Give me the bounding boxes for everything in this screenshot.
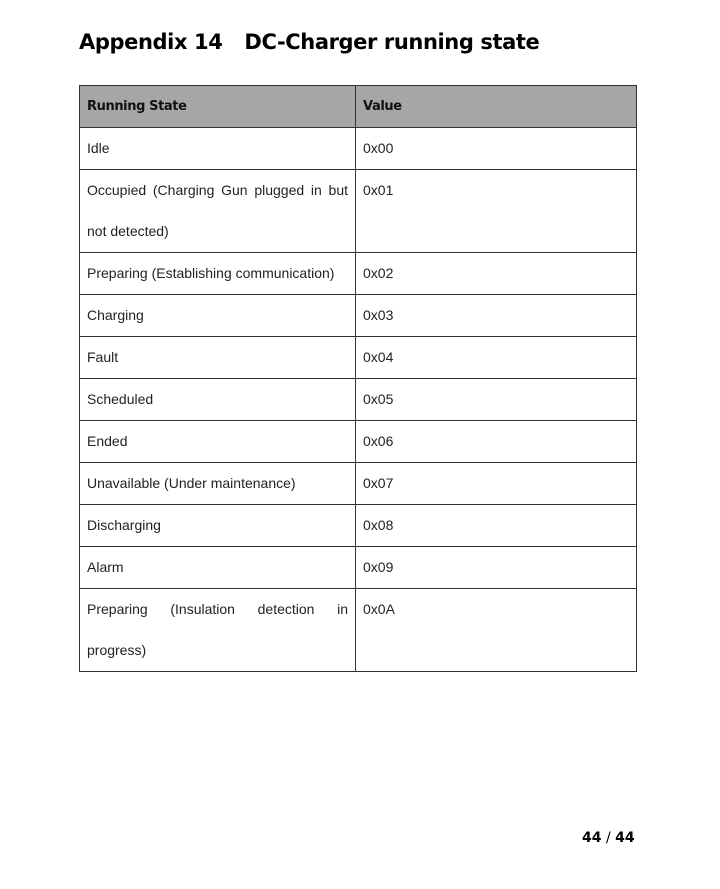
- current-page: 44: [582, 830, 602, 846]
- running-state-cell: Ended: [80, 421, 356, 463]
- running-state-cell: Preparing (Insulation detection in progress): [80, 589, 356, 672]
- value-cell: 0x08: [356, 505, 637, 547]
- value-cell: 0x04: [356, 337, 637, 379]
- table-row: [80, 253, 637, 295]
- table-row: [80, 379, 637, 421]
- value-cell: 0x0A: [356, 589, 637, 672]
- appendix-title: DC-Charger running state: [244, 30, 540, 54]
- value-cell: 0x00: [356, 128, 637, 170]
- running-state-cell: Alarm: [80, 547, 356, 589]
- running-state-cell: Discharging: [80, 505, 356, 547]
- running-state-cell: Fault: [80, 337, 356, 379]
- table-row: [80, 170, 637, 253]
- table-row: [80, 337, 637, 379]
- page-separator: /: [605, 830, 611, 846]
- appendix-number: Appendix 14: [79, 30, 223, 54]
- value-cell: 0x06: [356, 421, 637, 463]
- running-state-table: [79, 85, 637, 672]
- table-row: [80, 547, 637, 589]
- running-state-cell: Preparing (Establishing communication): [80, 253, 356, 295]
- table-row: [80, 295, 637, 337]
- column-header-running-state: Running State: [80, 86, 356, 128]
- table-row: [80, 505, 637, 547]
- table-row: [80, 128, 637, 170]
- running-state-cell: Charging: [80, 295, 356, 337]
- page-number: [582, 830, 635, 846]
- column-header-value: Value: [356, 86, 637, 128]
- value-cell: 0x07: [356, 463, 637, 505]
- total-pages: 44: [615, 830, 635, 846]
- value-cell: 0x05: [356, 379, 637, 421]
- table-row: [80, 421, 637, 463]
- table-row: [80, 463, 637, 505]
- value-cell: 0x09: [356, 547, 637, 589]
- running-state-cell: Scheduled: [80, 379, 356, 421]
- table-row: [80, 589, 637, 672]
- value-cell: 0x03: [356, 295, 637, 337]
- running-state-cell: Idle: [80, 128, 356, 170]
- running-state-cell: Occupied (Charging Gun plugged in but not detected): [80, 170, 356, 253]
- value-cell: 0x02: [356, 253, 637, 295]
- appendix-heading: [79, 30, 539, 54]
- value-cell: 0x01: [356, 170, 637, 253]
- table-header-row: [80, 86, 637, 128]
- running-state-cell: Unavailable (Under maintenance): [80, 463, 356, 505]
